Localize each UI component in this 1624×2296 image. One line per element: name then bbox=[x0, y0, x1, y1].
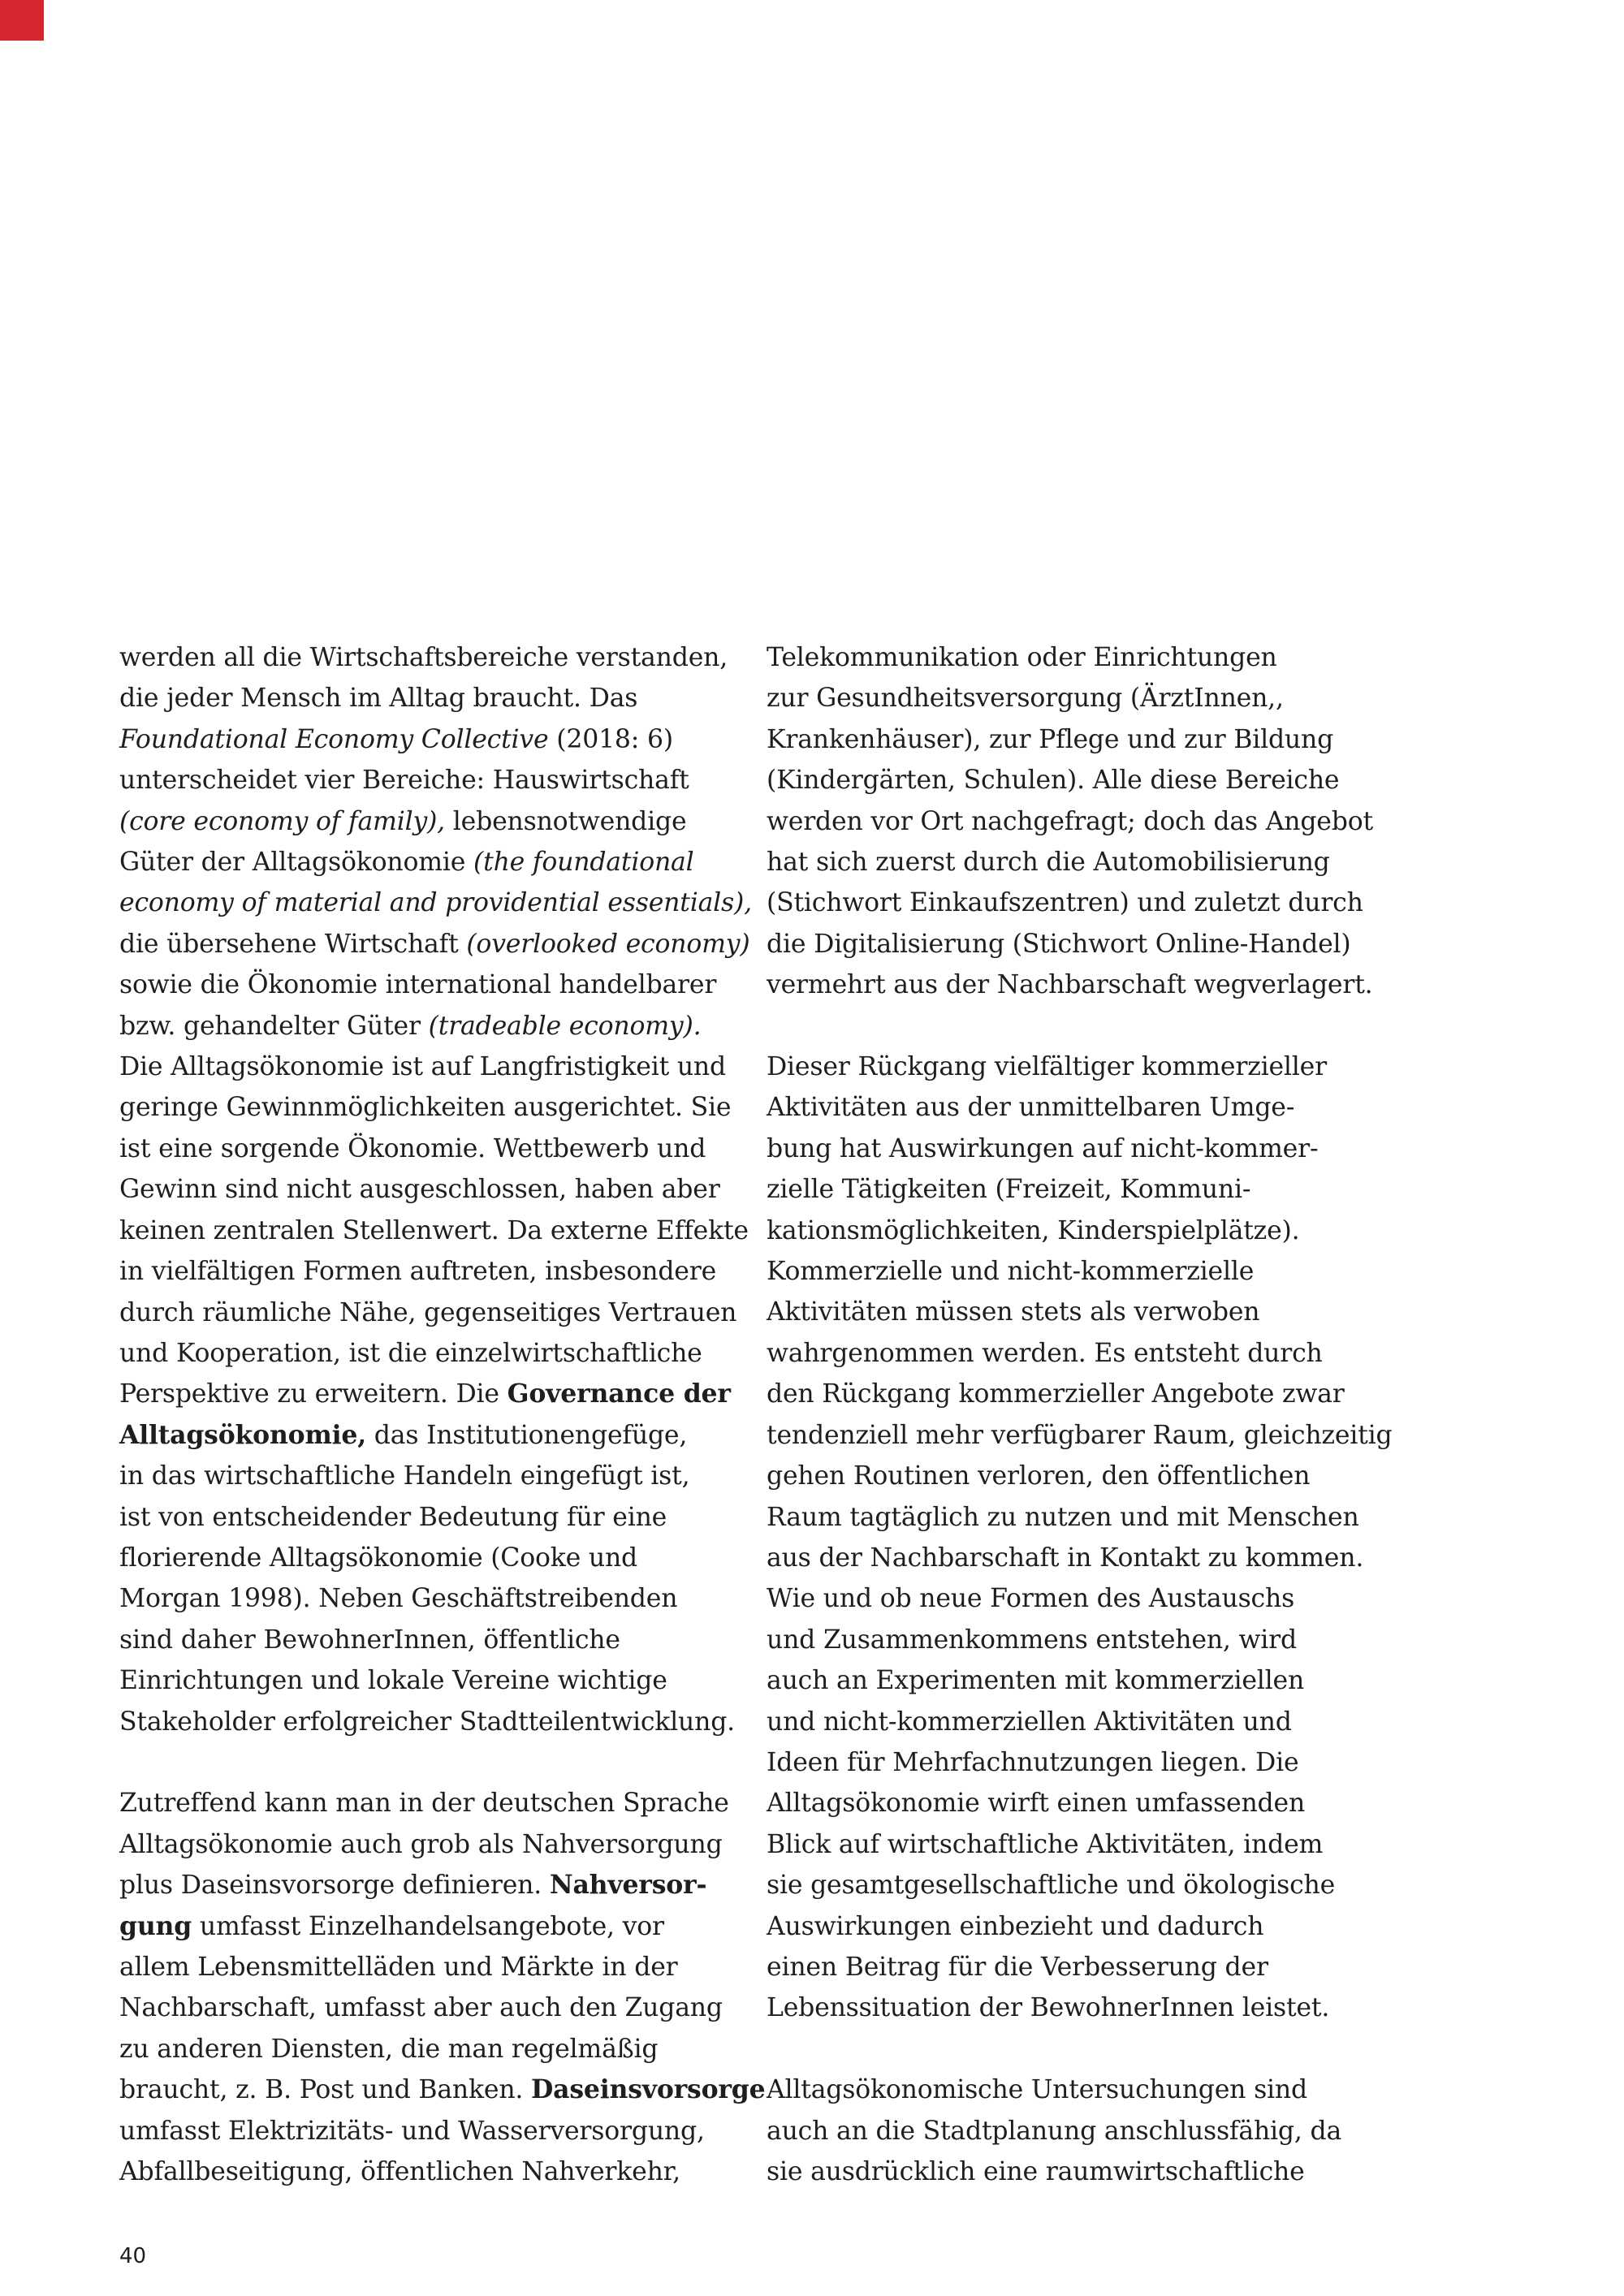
italic-text: Foundational Economy Collective bbox=[119, 724, 549, 754]
text-line bbox=[119, 2111, 753, 2151]
bold-text: Alltagsökonomie, bbox=[119, 1419, 366, 1450]
text-line bbox=[767, 1497, 1400, 1538]
text-line bbox=[119, 719, 753, 760]
text-line bbox=[767, 1660, 1400, 1701]
text-line bbox=[119, 1824, 753, 1865]
text-run: Wie und ob neue Formen des Austauschs bbox=[767, 1584, 1295, 1614]
text-run: in vielfältigen Formen auftreten, insbesondere bbox=[119, 1257, 717, 1287]
text-run: kationsmöglichkeiten, Kinderspielplätze). bbox=[767, 1215, 1300, 1245]
text-run: (Stichwort Einkaufszentren) und zuletzt durch bbox=[767, 888, 1363, 918]
text-run: sie ausdrücklich eine raumwirtschaftliche bbox=[767, 2157, 1305, 2186]
text-line bbox=[119, 1006, 753, 1047]
text-line bbox=[767, 1047, 1400, 1087]
text-run: aus der Nachbarschaft in Kontakt zu kommen. bbox=[767, 1543, 1364, 1573]
text-line bbox=[119, 1293, 753, 1333]
text-run: keinen zentralen Stellenwert. Da externe Effekte bbox=[119, 1215, 749, 1245]
page-number: 40 bbox=[119, 2244, 147, 2268]
text-run: zur Gesundheitsversorgung (ÄrztInnen,, bbox=[767, 684, 1284, 714]
text-line bbox=[767, 1947, 1400, 1987]
text-run: wahrgenommen werden. Es entsteht durch bbox=[767, 1338, 1323, 1368]
text-run: Alltagsökonomie auch grob als Nahversorgung bbox=[119, 1829, 723, 1859]
text-line bbox=[119, 1702, 753, 1742]
text-line bbox=[767, 924, 1400, 965]
text-line bbox=[767, 1211, 1400, 1251]
paragraph bbox=[767, 2069, 1400, 2192]
text-run: Gewinn sind nicht ausgeschlossen, haben aber bbox=[119, 1175, 720, 1205]
text-run: Güter der Alltagsökonomie bbox=[119, 848, 474, 878]
italic-text: (overlooked economy) bbox=[466, 929, 750, 959]
bold-text: Governance der bbox=[507, 1379, 731, 1409]
text-line bbox=[119, 1211, 753, 1251]
text-line bbox=[767, 1374, 1400, 1414]
text-run: braucht, z. B. Post und Banken. bbox=[119, 2075, 532, 2105]
bold-text: gung bbox=[119, 1910, 192, 1941]
text-run: Kommerzielle und nicht-kommerzielle bbox=[767, 1257, 1255, 1287]
text-line bbox=[767, 678, 1400, 719]
text-line bbox=[767, 965, 1400, 1005]
text-line bbox=[119, 2029, 753, 2069]
text-run: vermehrt aus der Nachbarschaft wegverlagert. bbox=[767, 970, 1373, 1000]
text-run: einen Beitrag für die Verbesserung der bbox=[767, 1952, 1268, 1982]
text-line bbox=[767, 1783, 1400, 1823]
text-run: Die Alltagsökonomie ist auf Langfristigkeit und bbox=[119, 1052, 726, 1082]
text-run: sind daher BewohnerInnen, öffentliche bbox=[119, 1625, 620, 1655]
text-run: Lebenssituation der BewohnerInnen leistet. bbox=[767, 1993, 1330, 2023]
text-run: zu anderen Diensten, die man regelmäßig bbox=[119, 2034, 659, 2064]
text-run: und Zusammenkommens entstehen, wird bbox=[767, 1625, 1297, 1655]
text-line bbox=[119, 678, 753, 719]
text-run: ist von entscheidender Bedeutung für eine bbox=[119, 1502, 667, 1532]
text-line bbox=[119, 1538, 753, 1578]
text-run: Abfallbeseitigung, öffentlichen Nahverkehr, bbox=[119, 2157, 680, 2187]
text-line bbox=[119, 1456, 753, 1496]
text-run: Ideen für Mehrfachnutzungen liegen. Die bbox=[767, 1747, 1299, 1777]
text-run: hat sich zuerst durch die Automobilisierung bbox=[767, 848, 1330, 878]
text-run: werden all die Wirtschaftsbereiche verstanden, bbox=[119, 643, 728, 672]
text-run: Auswirkungen einbezieht und dadurch bbox=[767, 1911, 1264, 1941]
paragraph bbox=[767, 637, 1400, 1006]
text-run: Alltagsökonomische Untersuchungen sind bbox=[767, 2075, 1307, 2105]
text-line bbox=[767, 842, 1400, 883]
text-line bbox=[767, 1702, 1400, 1742]
text-run: die übersehene Wirtschaft bbox=[119, 929, 467, 959]
text-line bbox=[119, 842, 753, 883]
text-line bbox=[119, 1047, 753, 1087]
text-line bbox=[119, 1087, 753, 1128]
text-line bbox=[767, 2111, 1400, 2151]
text-run: Alltagsökonomie wirft einen umfassenden bbox=[767, 1789, 1306, 1819]
italic-text: (tradeable economy). bbox=[428, 1011, 702, 1041]
italic-text: economy of material and providential essentials), bbox=[119, 888, 752, 918]
text-run: Morgan 1998). Neben Geschäftstreibenden bbox=[119, 1584, 678, 1614]
text-run: bung hat Auswirkungen auf nicht-kommer- bbox=[767, 1133, 1319, 1163]
text-run: Zutreffend kann man in der deutschen Sprache bbox=[119, 1789, 729, 1819]
text-line bbox=[119, 1333, 753, 1374]
text-line bbox=[119, 965, 753, 1005]
text-line bbox=[119, 1987, 753, 2028]
text-run: tendenziell mehr verfügbarer Raum, gleichzeitig bbox=[767, 1420, 1393, 1450]
text-line bbox=[119, 1374, 753, 1414]
text-line bbox=[119, 924, 753, 965]
text-run: zielle Tätigkeiten (Freizeit, Kommuni- bbox=[767, 1175, 1251, 1205]
text-line bbox=[767, 1742, 1400, 1783]
text-line bbox=[119, 1783, 753, 1823]
bold-text: Daseinsvorsorge bbox=[531, 2074, 766, 2105]
text-run: die jeder Mensch im Alltag braucht. Das bbox=[119, 684, 638, 714]
text-line bbox=[767, 1620, 1400, 1660]
text-run: Perspektive zu erweitern. Die bbox=[119, 1379, 508, 1409]
text-run: geringe Gewinnmöglichkeiten ausgerichtet. Sie bbox=[119, 1093, 732, 1123]
text-line bbox=[767, 1169, 1400, 1210]
text-run: und Kooperation, ist die einzelwirtschaftliche bbox=[119, 1338, 702, 1368]
text-run: Blick auf wirtschaftliche Aktivitäten, indem bbox=[767, 1829, 1324, 1859]
text-run: umfasst Einzelhandelsangebote, vor bbox=[192, 1911, 664, 1941]
text-line bbox=[767, 2069, 1400, 2110]
italic-text: (the foundational bbox=[473, 848, 694, 878]
text-line bbox=[767, 760, 1400, 801]
text-run: allem Lebensmittelläden und Märkte in der bbox=[119, 1952, 678, 1982]
text-line bbox=[119, 1620, 753, 1660]
text-line bbox=[119, 2069, 766, 2110]
text-line bbox=[119, 1865, 753, 1905]
text-run: Dieser Rückgang vielfältiger kommerzieller bbox=[767, 1052, 1327, 1082]
text-line bbox=[119, 1169, 753, 1210]
text-run: durch räumliche Nähe, gegenseitiges Vertrauen bbox=[119, 1297, 737, 1327]
text-line bbox=[767, 883, 1400, 923]
text-line bbox=[119, 1906, 753, 1947]
text-line bbox=[767, 1578, 1400, 1619]
text-line bbox=[767, 1333, 1400, 1374]
text-run: Aktivitäten aus der unmittelbaren Umge- bbox=[767, 1093, 1295, 1123]
text-run: auch an die Stadtplanung anschlussfähig, da bbox=[767, 2116, 1342, 2146]
text-line bbox=[119, 801, 753, 842]
text-line bbox=[767, 1906, 1400, 1947]
text-line bbox=[767, 1865, 1400, 1905]
text-line bbox=[767, 1251, 1400, 1292]
corner-color-mark bbox=[0, 0, 44, 41]
text-run: die Digitalisierung (Stichwort Online-Handel) bbox=[767, 929, 1351, 959]
text-run: in das wirtschaftliche Handeln eingefügt ist, bbox=[119, 1461, 690, 1491]
text-run: Stakeholder erfolgreicher Stadtteilentwicklung. bbox=[119, 1707, 735, 1737]
text-run: plus Daseinsvorsorge definieren. bbox=[119, 1871, 550, 1901]
text-run: Nachbarschaft, umfasst aber auch den Zugang bbox=[119, 1993, 723, 2023]
text-line bbox=[767, 719, 1400, 760]
text-run: Krankenhäuser), zur Pflege und zur Bildung bbox=[767, 724, 1334, 754]
text-run: Aktivitäten müssen stets als verwoben bbox=[767, 1297, 1260, 1327]
text-run: sowie die Ökonomie international handelbarer bbox=[119, 970, 717, 1000]
text-run: auch an Experimenten mit kommerziellen bbox=[767, 1666, 1305, 1696]
text-run: Raum tagtäglich zu nutzen und mit Menschen bbox=[767, 1502, 1359, 1532]
text-line bbox=[767, 1824, 1400, 1865]
text-run: bzw. gehandelter Güter bbox=[119, 1011, 429, 1041]
text-line bbox=[767, 2151, 1400, 2192]
text-line bbox=[767, 637, 1400, 678]
text-run: gehen Routinen verloren, den öffentlichen bbox=[767, 1461, 1311, 1491]
text-run: (Kindergärten, Schulen). Alle diese Bereiche bbox=[767, 766, 1340, 796]
text-run: umfasst Elektrizitäts- und Wasserversorgung, bbox=[119, 2116, 705, 2146]
text-run: das Institutionengefüge, bbox=[365, 1420, 688, 1450]
text-run: ist eine sorgende Ökonomie. Wettbewerb und bbox=[119, 1133, 706, 1163]
text-run: werden vor Ort nachgefragt; doch das Angebot bbox=[767, 806, 1373, 836]
text-line bbox=[119, 1129, 753, 1169]
text-line bbox=[119, 1578, 753, 1619]
text-line bbox=[119, 883, 753, 923]
text-run: und nicht-kommerziellen Aktivitäten und bbox=[767, 1707, 1292, 1737]
text-line bbox=[767, 1292, 1400, 1332]
paragraph bbox=[767, 1047, 1400, 2029]
text-line bbox=[119, 1660, 753, 1701]
text-line bbox=[119, 2151, 753, 2192]
text-line bbox=[767, 801, 1400, 842]
text-line bbox=[767, 1987, 1400, 2028]
text-line bbox=[119, 760, 753, 801]
text-run: lebensnotwendige bbox=[444, 806, 687, 836]
text-run: sie gesamtgesellschaftliche und ökologische bbox=[767, 1871, 1336, 1901]
text-line bbox=[119, 1415, 753, 1456]
text-line bbox=[767, 1456, 1400, 1496]
text-run: (2018: 6) bbox=[548, 724, 673, 754]
italic-text: (core economy of family), bbox=[119, 806, 445, 836]
left-text-column bbox=[119, 637, 766, 2192]
right-text-column bbox=[767, 637, 1400, 2192]
bold-text: Nahversor- bbox=[549, 1870, 707, 1901]
text-line bbox=[767, 1129, 1400, 1169]
text-run: Telekommunikation oder Einrichtungen bbox=[767, 643, 1277, 672]
text-run: den Rückgang kommerzieller Angebote zwar bbox=[767, 1379, 1345, 1409]
text-line bbox=[119, 1947, 753, 1987]
text-line bbox=[767, 1538, 1400, 1578]
paragraph bbox=[119, 1783, 766, 2192]
text-line bbox=[119, 1497, 753, 1538]
text-line bbox=[767, 1415, 1400, 1456]
text-run: unterscheidet vier Bereiche: Hauswirtschaft bbox=[119, 766, 689, 796]
text-line bbox=[767, 1087, 1400, 1128]
text-run: florierende Alltagsökonomie (Cooke und bbox=[119, 1543, 638, 1573]
text-line bbox=[119, 1251, 753, 1292]
paragraph bbox=[119, 637, 753, 1742]
text-line bbox=[119, 637, 753, 678]
text-run: Einrichtungen und lokale Vereine wichtige bbox=[119, 1666, 667, 1696]
